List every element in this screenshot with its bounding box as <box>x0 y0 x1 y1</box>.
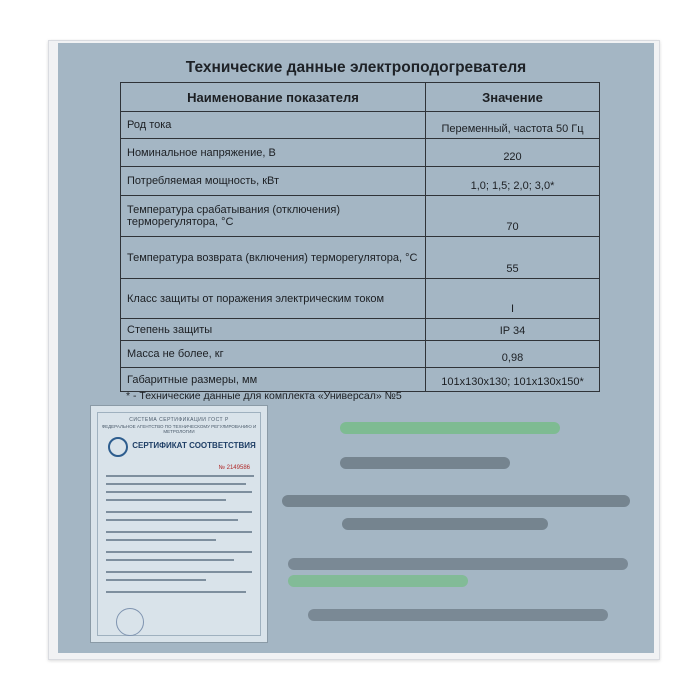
obscured-text-line <box>340 457 510 469</box>
table-cell-parameter: Температура срабатывания (отключения) терморегулятора, °С <box>121 196 426 237</box>
certificate-text-line <box>106 511 252 513</box>
obscured-text-line <box>308 609 608 621</box>
table-header-row <box>121 83 600 112</box>
obscured-text-line <box>340 422 560 434</box>
certificate-text-line <box>106 491 252 493</box>
certificate-text-line <box>106 591 246 593</box>
certificate-agency: ФЕДЕРАЛЬНОЕ АГЕНТСТВО ПО ТЕХНИЧЕСКОМУ РЕГУЛИРОВАНИЮ И МЕТРОЛОГИИ <box>101 424 257 434</box>
certificate-text-line <box>106 519 238 521</box>
certificate-text-line <box>106 539 216 541</box>
certificate-text-line <box>106 475 254 477</box>
table-cell-parameter: Масса не более, кг <box>121 341 426 368</box>
certificate-system: СИСТЕМА СЕРТИФИКАЦИИ ГОСТ Р <box>129 417 229 423</box>
table-row <box>121 279 600 319</box>
certificate-text-line <box>106 531 252 533</box>
certificate-text-line <box>106 579 206 581</box>
certificate-text-line <box>106 499 226 501</box>
obscured-text-line <box>288 558 628 570</box>
certification-emblem-icon <box>108 437 128 457</box>
table-cell-parameter: Класс защиты от поражения электрическим током <box>121 279 426 319</box>
certificate-stamp-icon <box>116 608 144 636</box>
table-row <box>121 167 600 196</box>
column-header-parameter: Наименование показателя <box>121 83 426 112</box>
table-cell-value: IP 34 <box>426 319 600 341</box>
table-row <box>121 139 600 167</box>
table-cell-value: Переменный, частота 50 Гц <box>426 112 600 139</box>
certificate-text-line <box>106 571 252 573</box>
table-row <box>121 368 600 392</box>
footnote: * - Технические данные для комплекта «Универсал» №5 <box>126 390 402 402</box>
column-header-value: Значение <box>426 83 600 112</box>
table-cell-value: 220 <box>426 139 600 167</box>
table-cell-parameter: Габаритные размеры, мм <box>121 368 426 392</box>
table-row <box>121 341 600 368</box>
certificate-text-line <box>106 559 234 561</box>
certificate-text-line <box>106 483 246 485</box>
certificate-text-line <box>106 551 252 553</box>
table-cell-parameter: Потребляемая мощность, кВт <box>121 167 426 196</box>
table-row <box>121 237 600 279</box>
table-row <box>121 196 600 237</box>
obscured-text-line <box>342 518 548 530</box>
table-cell-parameter: Номинальное напряжение, В <box>121 139 426 167</box>
document-sheet <box>58 43 654 653</box>
table-cell-value: I <box>426 279 600 319</box>
specs-table <box>120 82 600 392</box>
table-cell-value: 55 <box>426 237 600 279</box>
table-cell-value: 1,0; 1,5; 2,0; 3,0* <box>426 167 600 196</box>
table-row <box>121 319 600 341</box>
certificate-number: № 2149586 <box>218 465 250 471</box>
table-cell-parameter: Род тока <box>121 112 426 139</box>
table-cell-parameter: Степень защиты <box>121 319 426 341</box>
obscured-text-line <box>282 495 630 507</box>
certificate-image <box>90 405 268 643</box>
certificate-title: СЕРТИФИКАТ СООТВЕТСТВИЯ <box>132 441 256 450</box>
table-cell-value: 70 <box>426 196 600 237</box>
certificate-frame <box>97 412 261 636</box>
obscured-text-line <box>288 575 468 587</box>
table-row <box>121 112 600 139</box>
table-cell-value: 101x130x130; 101x130x150* <box>426 368 600 392</box>
table-cell-value: 0,98 <box>426 341 600 368</box>
table-cell-parameter: Температура возврата (включения) терморегулятора, °С <box>121 237 426 279</box>
document-title: Технические данные электроподогревателя <box>185 59 527 76</box>
